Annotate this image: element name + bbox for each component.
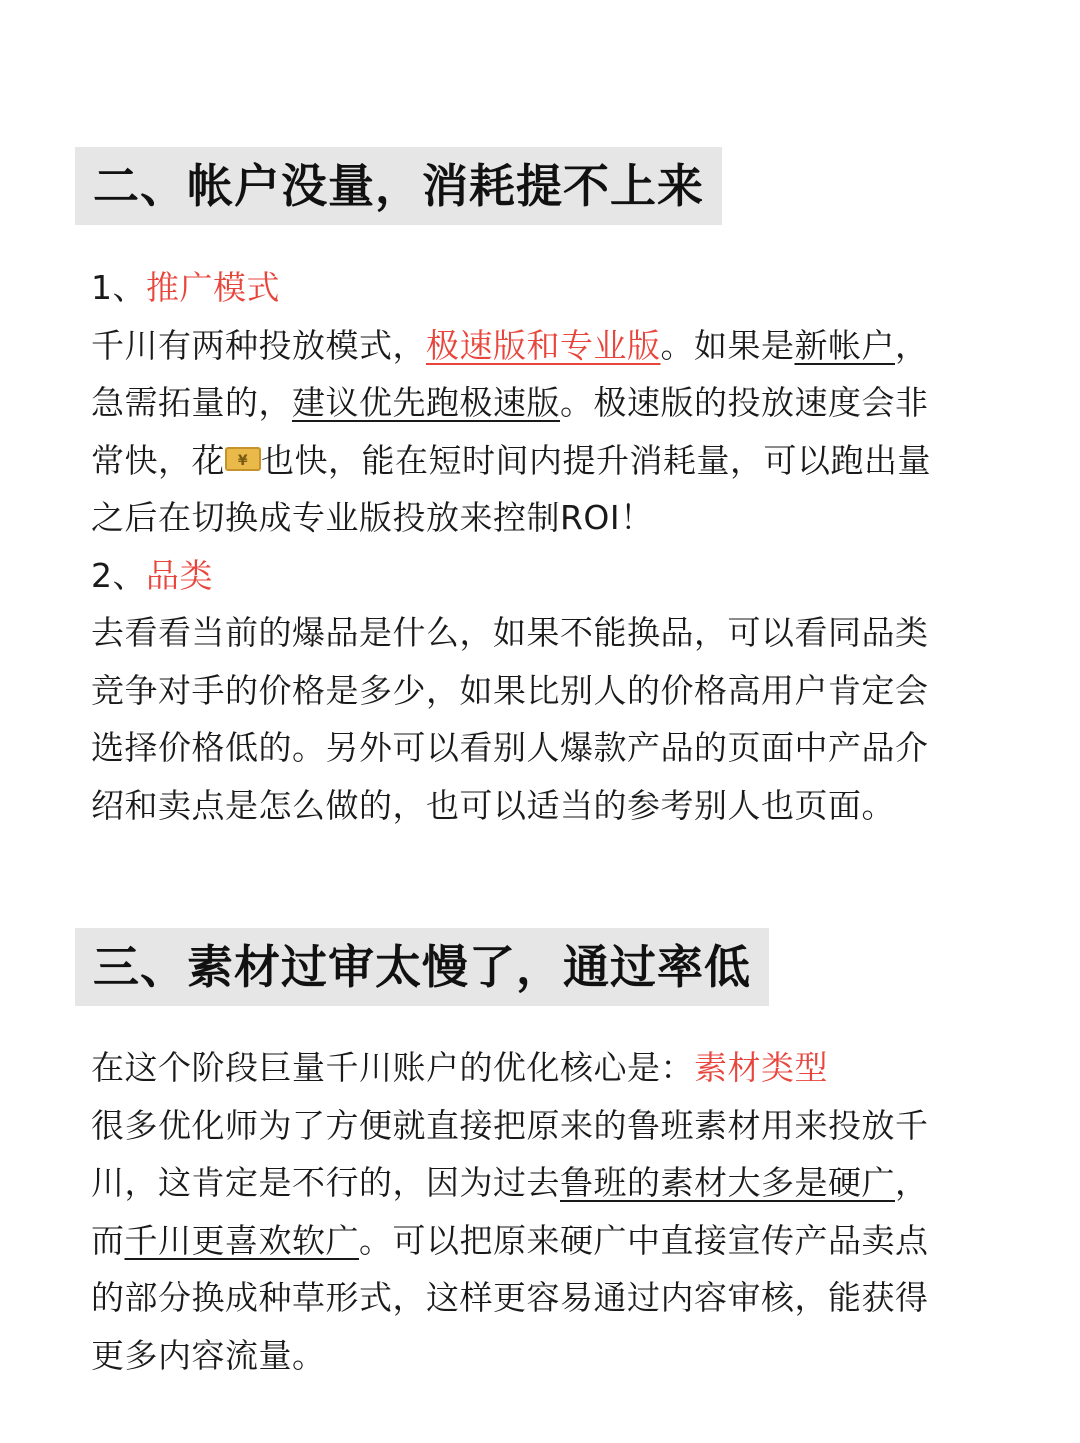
text-run: ， (895, 325, 929, 365)
highlight-text: 品类 (146, 555, 213, 595)
list-number: 2、 (91, 555, 146, 595)
text-run: 。极速版的投放速度会非 (560, 383, 929, 422)
paragraph-line (91, 1269, 996, 1327)
underline-text: 新帐户 (794, 325, 895, 365)
paragraph-line (91, 1327, 996, 1385)
highlight-text: 推广模式 (146, 268, 280, 307)
paragraph-line (91, 1097, 996, 1155)
text-run: 在这个阶段巨量千川账户的优化核心是： (91, 1048, 694, 1087)
text-run: 而 (91, 1220, 125, 1260)
section-heading-material-review: 三、素材过审太慢了，通过率低 (75, 928, 769, 1006)
paragraph-line (91, 604, 996, 662)
paragraph-line (91, 662, 996, 720)
paragraph-line (91, 317, 996, 375)
money-icon: ¥ (225, 447, 261, 471)
section-body-material-review (91, 1039, 996, 1384)
highlight-text: 素材类型 (694, 1048, 828, 1087)
text-run: 。如果是 (660, 325, 795, 365)
paragraph-line (91, 777, 996, 835)
paragraph-line (91, 1039, 996, 1097)
list-number: 1、 (91, 268, 146, 307)
text-run: 选择价格低的。另外可以看别人爆款产品的页面中产品介 (91, 728, 929, 767)
subheading-category (91, 547, 996, 605)
text-run: 。可以把原来硬广中直接宣传产品卖点 (359, 1220, 929, 1260)
text-run: 的部分换成种草形式，这样更容易通过内容审核，能获得 (91, 1278, 929, 1317)
paragraph-line (91, 1154, 996, 1212)
text-run: 更多内容流量。 (91, 1335, 326, 1375)
paragraph-line (91, 1212, 996, 1270)
paragraph-line (91, 489, 996, 547)
text-run: 川，这肯定是不行的，因为过去 (91, 1163, 560, 1202)
text-run: 去看看当前的爆品是什么，如果不能换品，可以看同品类 (91, 613, 929, 652)
subheading-promotion-mode (91, 259, 996, 317)
text-run: 常快，花 (91, 440, 225, 480)
text-run: ， (895, 1163, 929, 1202)
text-run: 之后在切换成专业版投放来控制ROI！ (91, 498, 654, 537)
underline-text: 鲁班的素材大多是硬广 (560, 1163, 895, 1202)
text-run: 千川有两种投放模式， (91, 325, 426, 365)
text-run: 很多优化师为了方便就直接把原来的鲁班素材用来投放千 (91, 1105, 929, 1145)
highlight-underline-text: 极速版和专业版 (426, 325, 661, 365)
paragraph-line (91, 719, 996, 777)
text-run: 绍和卖点是怎么做的，也可以适当的参考别人也页面。 (91, 785, 895, 825)
text-run: 也快，能在短时间内提升消耗量，可以跑出量 (261, 440, 931, 480)
underline-text: 建议优先跑极速版 (292, 383, 560, 422)
text-run: 急需拓量的， (91, 383, 292, 422)
section-body-account-volume (91, 259, 996, 834)
paragraph-line (91, 432, 996, 490)
text-run: 竞争对手的价格是多少，如果比别人的价格高用户肯定会 (91, 670, 929, 710)
underline-text: 千川更喜欢软广 (124, 1220, 359, 1260)
section-heading-account-volume: 二、帐户没量，消耗提不上来 (75, 147, 722, 225)
paragraph-line (91, 374, 996, 432)
